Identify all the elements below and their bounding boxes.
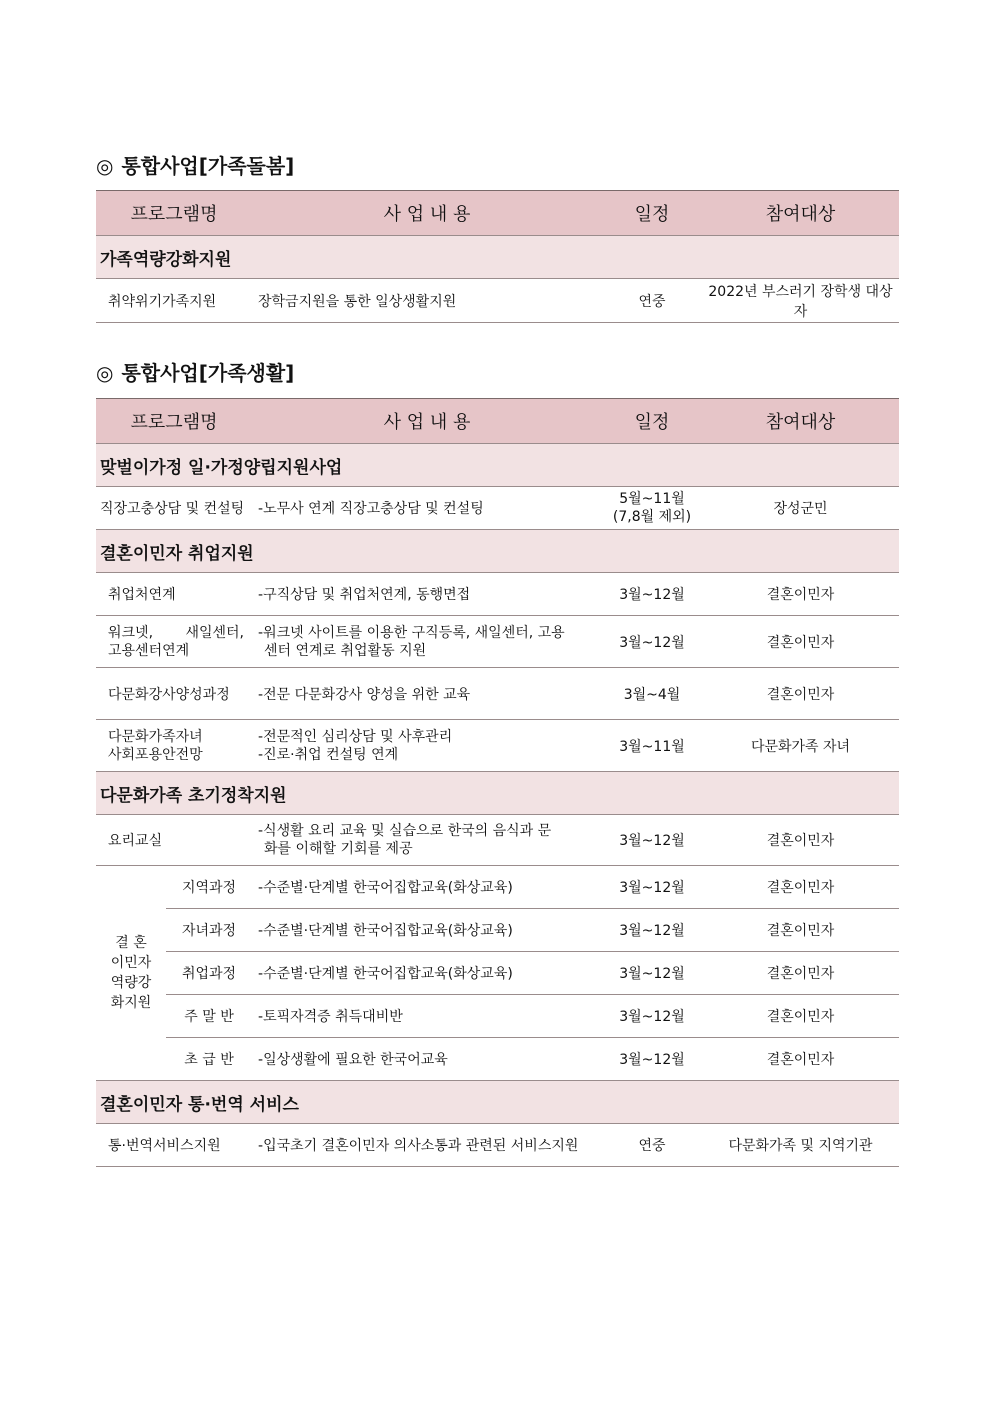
program-schedule: 3월~12월 bbox=[619, 880, 685, 896]
subprogram-name: 취업과정 bbox=[181, 966, 237, 982]
subprogram-name: 지역과정 bbox=[181, 880, 237, 896]
program-content: -입국초기 결혼이민자 의사소통과 관련된 서비스지원 bbox=[258, 1138, 579, 1154]
category-label: 다문화가족 초기정착지원 bbox=[96, 772, 899, 815]
header-schedule: 일정 bbox=[602, 191, 702, 236]
program-schedule: 3월~12월 bbox=[619, 587, 685, 603]
table-row bbox=[96, 995, 899, 1038]
header-program: 프로그램명 bbox=[96, 191, 252, 236]
program-target: 결혼이민자 bbox=[766, 634, 835, 651]
group-label-line: 이민자 bbox=[110, 955, 152, 971]
section-title-family-life bbox=[96, 357, 294, 386]
header-program: 프로그램명 bbox=[96, 399, 252, 444]
double-circle-icon: ◎ bbox=[96, 361, 114, 385]
program-name: 취약위기가족지원 bbox=[108, 293, 217, 310]
program-target: 결혼이민자 bbox=[766, 923, 835, 939]
program-schedule: 3월~12월 bbox=[619, 1052, 685, 1068]
program-target: 결혼이민자 bbox=[766, 833, 835, 849]
category-label: 결혼이민자 취업지원 bbox=[96, 530, 899, 573]
program-target: 결혼이민자 bbox=[766, 1052, 835, 1068]
content-line: -전문적인 심리상담 및 사후관리 bbox=[258, 728, 453, 745]
program-content bbox=[252, 616, 602, 668]
category-label: 결혼이민자 통·번역 서비스 bbox=[96, 1081, 899, 1124]
program-schedule: 3월~12월 bbox=[619, 1009, 685, 1025]
program-target: 결혼이민자 bbox=[766, 1009, 835, 1025]
program-schedule: 3월~12월 bbox=[619, 966, 685, 982]
category-label: 맞벌이가정 일·가정양립지원사업 bbox=[96, 444, 899, 487]
program-name: 직장고충상담 및 컨설팅 bbox=[100, 501, 245, 517]
program-schedule: 3월~12월 bbox=[619, 833, 685, 849]
header-content: 사 업 내 용 bbox=[252, 191, 602, 236]
group-label-line: 결 혼 bbox=[115, 935, 147, 951]
program-target: 2022년 부스러기 장학생 대상자 bbox=[708, 283, 893, 320]
group-label bbox=[96, 866, 166, 1081]
program-schedule: 3월~11월 bbox=[619, 738, 685, 755]
program-target: 장성군민 bbox=[773, 501, 828, 517]
program-target: 결혼이민자 bbox=[766, 587, 835, 603]
program-content: -노무사 연계 직장고충상담 및 컨설팅 bbox=[258, 501, 484, 517]
category-label: 가족역량강화지원 bbox=[96, 236, 899, 279]
group-label-line: 화지원 bbox=[110, 995, 152, 1011]
program-content: -구직상담 및 취업처연계, 동행면접 bbox=[258, 587, 471, 603]
table-row bbox=[96, 279, 899, 323]
program-content: -전문 다문화강사 양성을 위한 교육 bbox=[258, 686, 471, 703]
program-target: 결혼이민자 bbox=[766, 966, 835, 982]
program-schedule: 연중 bbox=[638, 1138, 666, 1154]
table-row bbox=[96, 720, 899, 772]
program-name: 취업처연계 bbox=[108, 587, 176, 603]
subprogram-name: 주 말 반 bbox=[184, 1009, 234, 1025]
subprogram-name: 자녀과정 bbox=[181, 923, 237, 939]
content-line: 화를 이해할 기회를 제공 bbox=[264, 841, 413, 857]
program-content: -일상생활에 필요한 한국어교육 bbox=[258, 1052, 448, 1068]
table-row bbox=[96, 616, 899, 668]
program-target: 결혼이민자 bbox=[766, 686, 835, 703]
program-schedule: 3월~12월 bbox=[619, 923, 685, 939]
program-content: -수준별·단계별 한국어집합교육(화상교육) bbox=[258, 880, 513, 896]
program-content bbox=[252, 720, 602, 772]
program-content bbox=[252, 815, 602, 866]
header-target: 참여대상 bbox=[702, 399, 899, 444]
program-name: 다문화강사양성과정 bbox=[108, 686, 230, 703]
category-row bbox=[96, 1081, 899, 1124]
table-row bbox=[96, 487, 899, 530]
content-line: -워크넷 사이트를 이용한 구직등록, 새일센터, 고용 bbox=[258, 624, 565, 641]
program-name-line: 고용센터연계 bbox=[108, 642, 190, 659]
group-label-line: 역량강 bbox=[110, 975, 152, 991]
content-line: 센터 연계로 취업활동 지원 bbox=[264, 642, 427, 659]
program-name bbox=[96, 616, 252, 668]
subprogram-name: 초 급 반 bbox=[184, 1052, 234, 1068]
program-target: 다문화가족 자녀 bbox=[750, 738, 851, 755]
program-schedule bbox=[602, 487, 702, 530]
header-schedule: 일정 bbox=[602, 399, 702, 444]
program-schedule: 3월~4월 bbox=[623, 686, 681, 703]
program-name bbox=[96, 720, 252, 772]
category-row bbox=[96, 236, 899, 279]
program-name: 요리교실 bbox=[108, 833, 163, 849]
schedule-line: 5월~11월 bbox=[619, 491, 685, 507]
table-row bbox=[96, 866, 899, 909]
content-line: -진로·취업 컨설팅 연계 bbox=[258, 746, 399, 763]
table-family-life bbox=[96, 398, 899, 1167]
table-row bbox=[96, 909, 899, 952]
table-row bbox=[96, 573, 899, 616]
program-content: -수준별·단계별 한국어집합교육(화상교육) bbox=[258, 923, 513, 939]
program-content: 장학금지원을 통한 일상생활지원 bbox=[258, 293, 457, 310]
table-header-row bbox=[96, 399, 899, 444]
category-row bbox=[96, 530, 899, 573]
table-row bbox=[96, 1038, 899, 1081]
schedule-note: (7,8월 제외) bbox=[612, 509, 692, 525]
table-row bbox=[96, 815, 899, 866]
section-title-text: 통합사업[가족돌봄] bbox=[121, 154, 295, 178]
section-title-family-care bbox=[96, 150, 294, 179]
category-row bbox=[96, 772, 899, 815]
program-content: -수준별·단계별 한국어집합교육(화상교육) bbox=[258, 966, 513, 982]
table-header-row bbox=[96, 191, 899, 236]
section-title-text: 통합사업[가족생활] bbox=[121, 361, 295, 385]
double-circle-icon: ◎ bbox=[96, 154, 114, 178]
program-target: 결혼이민자 bbox=[766, 880, 835, 896]
header-content: 사 업 내 용 bbox=[252, 399, 602, 444]
program-name-line: 다문화가족자녀 bbox=[108, 728, 203, 745]
program-name: 통·번역서비스지원 bbox=[108, 1138, 221, 1154]
program-schedule: 3월~12월 bbox=[619, 634, 685, 651]
table-family-care bbox=[96, 190, 899, 323]
program-name-line: 워크넷, 새일센터, bbox=[108, 624, 245, 641]
program-content: -토픽자격증 취득대비반 bbox=[258, 1009, 403, 1025]
table-row bbox=[96, 952, 899, 995]
content-line: -식생활 요리 교육 및 실습으로 한국의 음식과 문 bbox=[258, 823, 552, 839]
header-target: 참여대상 bbox=[702, 191, 899, 236]
table-row bbox=[96, 668, 899, 720]
table-row bbox=[96, 1124, 899, 1167]
category-row bbox=[96, 444, 899, 487]
program-target: 다문화가족 및 지역기관 bbox=[728, 1138, 873, 1154]
program-name-line: 사회포용안전망 bbox=[108, 746, 203, 763]
program-schedule: 연중 bbox=[638, 293, 666, 310]
